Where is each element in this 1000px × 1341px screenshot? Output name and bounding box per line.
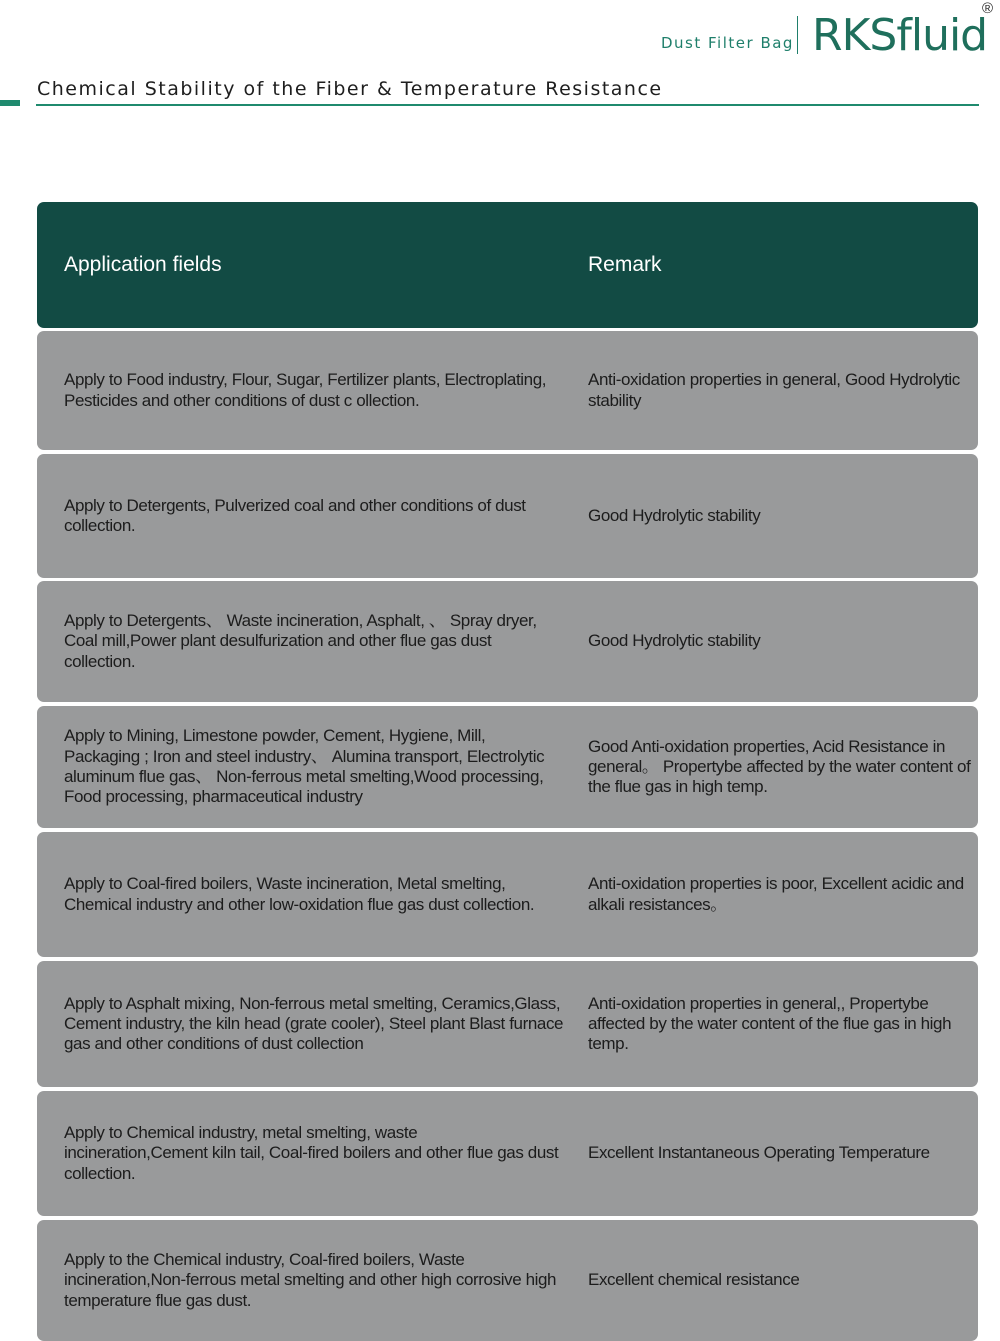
application-cell: Apply to Detergents、 Waste incineration, Asphalt, 、 Spray dryer, Coal mill,Power plant desulfurization and other flue gas dust collection. (64, 611, 537, 671)
application-cell: Apply to Asphalt mixing, Non-ferrous metal smelting, Ceramics,Glass, Cement industry, the kiln head (grate cooler), Steel plant Blast furnace gas and other conditions of dust collection (64, 993, 564, 1054)
remark-cell: Good Hydrolytic stability (588, 505, 761, 525)
table-row (37, 1220, 978, 1341)
table-row (37, 1091, 978, 1216)
remark-cell: Excellent chemical resistance (588, 1270, 800, 1290)
registered-mark: ® (982, 0, 994, 17)
table-row (37, 961, 978, 1087)
column-header-application: Application fields (64, 252, 222, 276)
table-header (37, 202, 978, 328)
page-title: Chemical Stability of the Fiber & Temperature Resistance (37, 78, 663, 100)
brand-logo: RKSfluid (812, 10, 988, 61)
table-row (37, 832, 978, 957)
remark-cell: Good Hydrolytic stability (588, 631, 761, 651)
table-row (37, 706, 978, 828)
application-cell: Apply to Detergents, Pulverized coal and other conditions of dust collection. (64, 495, 526, 535)
remark-cell: Anti-oxidation properties in general,, Propertybe affected by the water content of the flue gas in high temp. (588, 993, 952, 1054)
title-rule (36, 104, 979, 106)
table-row (37, 581, 978, 702)
remark-cell: Anti-oxidation properties is poor, Excellent acidic and alkali resistances。 (588, 874, 964, 914)
remark-cell: Good Anti-oxidation properties, Acid Resistance in general。 Propertybe affected by the water content of the flue gas in high temp. (588, 736, 971, 797)
application-cell: Apply to the Chemical industry, Coal-fired boilers, Waste incineration,Non-ferrous metal smelting and other high corrosive high temperature flue gas dust. (64, 1250, 557, 1310)
table-row (37, 454, 978, 578)
application-cell: Apply to Coal-fired boilers, Waste incineration, Metal smelting, Chemical industry and other low-oxidation flue gas dust collection. (64, 874, 535, 914)
application-cell: Apply to Food industry, Flour, Sugar, Fertilizer plants, Electroplating, Pesticides and other conditions of dust c ollection. (64, 370, 547, 410)
remark-cell: Excellent Instantaneous Operating Temperature (588, 1143, 930, 1163)
remark-cell: Anti-oxidation properties in general, Good Hydrolytic stability (588, 370, 960, 410)
application-cell: Apply to Chemical industry, metal smelting, waste incineration,Cement kiln tail, Coal-fired boilers and other flue gas dust collection. (64, 1123, 559, 1183)
application-cell: Apply to Mining, Limestone powder, Cement, Hygiene, Mill, Packaging ; Iron and steel industry、 Alumina transport, Electrolytic aluminum flue gas、 Non-ferrous metal smelting,Wood processing, Food processing, pharmaceutical industry (64, 726, 545, 807)
accent-tab (0, 100, 20, 106)
brand-divider (797, 16, 798, 54)
brand-subtitle: Dust Filter Bag (661, 34, 794, 52)
table-row (37, 331, 978, 450)
column-header-remark: Remark (588, 252, 662, 276)
